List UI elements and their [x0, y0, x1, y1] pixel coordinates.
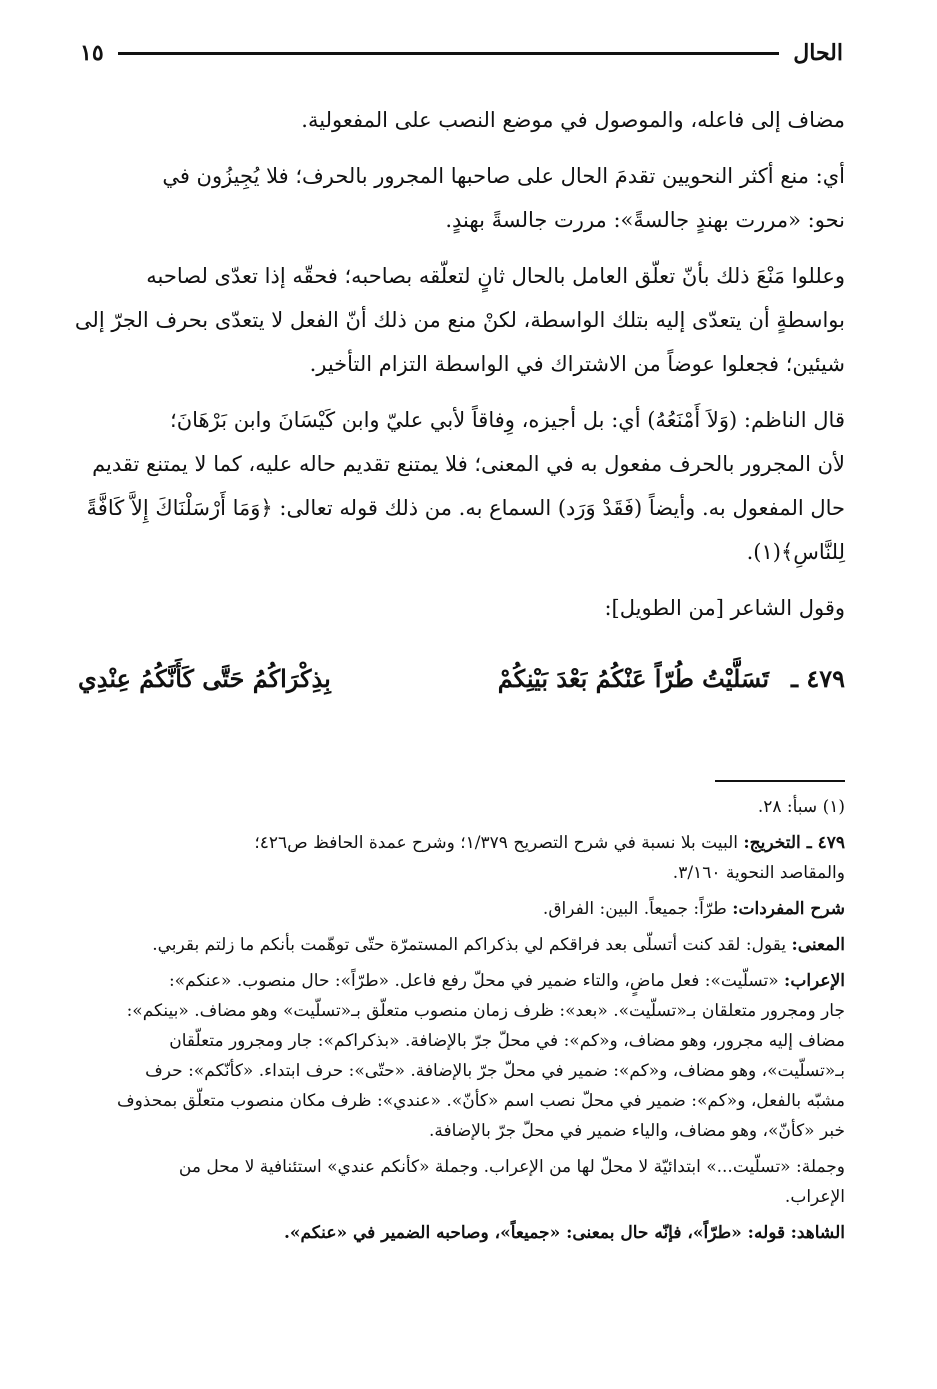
footnote-line [72, 828, 845, 858]
mana-text: يقول: لقد كنت أتسلّى بعد فراقكم لي بذكراكم المستمرّة حتّى توهّمت بأنكم ما زلتم بقربي. [152, 935, 787, 955]
poetry-verse [72, 664, 845, 710]
footnote-line [72, 1218, 845, 1248]
chapter-title: الحال [793, 40, 843, 66]
footnote-line [72, 966, 845, 996]
footnote-line: (١) سبأ: ٢٨. [757, 797, 845, 817]
shahid-label: الشاهد: [790, 1223, 845, 1243]
footnote-separator [715, 780, 845, 782]
paragraph-line: شيئين؛ فجعلوا عوضاً من الاشتراك في الواسطة التزام التأخير. [309, 352, 845, 376]
paragraph-line: بواسطةٍ أن يتعدّى إليه بتلك الواسطة، لكنْ منع من ذلك أنّ الفعل لا يتعدّى بحرف الجرّ إلى [74, 308, 845, 332]
mufradat-label: شرح المفردات: [732, 899, 845, 919]
footnote-line: والمقاصد النحوية ٣/١٦٠. [672, 863, 845, 883]
footnote-line: خبر «كأنّ»، وهو مضاف، والياء ضمير في محلّ جرّ بالإضافة. [429, 1121, 845, 1141]
verse-number: ٤٧٩ ـ [790, 664, 845, 693]
paragraph-line: لأن المجرور بالحرف مفعول به في المعنى؛ فلا يمتنع تقديم حاله عليه، كما لا يمتنع تقديم [92, 452, 845, 476]
verse-second-hemistich: بِذِكْرَاكُمُ حَتَّى كَأَنَّكُمُ عِنْدِي [78, 664, 331, 693]
page-header [80, 38, 843, 68]
page-number: ١٥ [80, 40, 104, 66]
footnotes [72, 792, 845, 1248]
paragraph-line: وعللوا مَنْعَ ذلك بأنّ تعلّق العامل بالحال ثانٍ لتعلّقه بصاحبه؛ فحقّه إذا تعدّى لصاحبه [146, 264, 845, 288]
main-text [72, 98, 845, 630]
footnote-line: بـ«تسلّيت»، وهو مضاف، و«كم»: ضمير في محلّ جرّ بالإضافة. «حتّى»: حرف ابتداء. «كأنّكم»: حرف [145, 1061, 845, 1081]
takhrij-text: البيت بلا نسبة في شرح التصريح ١/٣٧٩؛ وشرح عمدة الحافظ ص٤٢٦؛ [254, 833, 738, 853]
footnote-line: الإعراب. [784, 1187, 845, 1207]
mufradat-text: طرّاً: جميعاً. البين: الفراق. [542, 899, 727, 919]
footnote-line: جار ومجرور متعلقان بـ«تسلّيت». «بعد»: ظرف زمان منصوب متعلّق بـ«تسلّيت» وهو مضاف. «بينكم»: [126, 1001, 845, 1021]
irab-label: الإعراب: [784, 971, 845, 991]
mana-label: المعنى: [791, 935, 845, 955]
verse-first-hemistich: تَسَلَّيْتُ طُرّاً عَنْكُمُ بَعْدَ بَيْنِكُمْ [497, 664, 769, 693]
paragraph-line: نحو: «مررت بهندٍ جالسةً»: مررت جالسةً بهندٍ. [445, 208, 845, 232]
header-rule [118, 52, 780, 55]
paragraph-line: حال المفعول به. وأيضاً (فَقَدْ وَرَد) السماع به. من ذلك قوله تعالى: ﴿وَمَا أَرْسَلْنَاكَ إِلاَّ كَافَّةً [86, 496, 845, 520]
footnote-line: وجملة: «تسلّيت...» ابتدائيّة لا محلّ لها من الإعراب. وجملة «كأنكم عندي» استئنافية لا محل من [178, 1157, 845, 1177]
paragraph-line: قال الناظم: (وَلاَ أَمْنَعُهُ) أي: بل أجيزه، وِفاقاً لأبي عليّ وابن كَيْسَانَ وابن بَرْهَانَ؛ [170, 408, 845, 432]
footnote-line [72, 894, 845, 924]
footnote-line [72, 930, 845, 960]
paragraph-line: لِلنَّاسِ﴾(١). [746, 540, 845, 564]
footnote-line: مشبّه بالفعل، و«كم»: ضمير في محلّ نصب اسم «كأنّ». «عندي»: ظرف مكان منصوب متعلّق بمحذوف [116, 1091, 845, 1111]
paragraph-line: أي: منع أكثر النحويين تقدمَ الحال على صاحبها المجرور بالحرف؛ فلا يُجِيزُون في [162, 164, 845, 188]
footnote-line: مضاف إليه مجرور، وهو مضاف، و«كم»: في محلّ جرّ بالإضافة. «بذكراكم»: جار ومجرور متعلّقان [169, 1031, 845, 1051]
paragraph-line: مضاف إلى فاعله، والموصول في موضع النصب على المفعولية. [301, 108, 845, 132]
shahid-text: قوله: «طرّاً»، فإنّه حال بمعنى: «جميعاً»، وصاحبه الضمير في «عنكم». [283, 1223, 786, 1243]
paragraph-line: وقول الشاعر [من الطويل]: [604, 596, 845, 620]
takhrij-label: ٤٧٩ ـ التخريج: [743, 833, 845, 853]
irab-text: «تسلّيت»: فعل ماضٍ، والتاء ضمير في محلّ رفع فاعل. «طرّاً»: حال منصوب. «عنكم»: [168, 971, 779, 991]
